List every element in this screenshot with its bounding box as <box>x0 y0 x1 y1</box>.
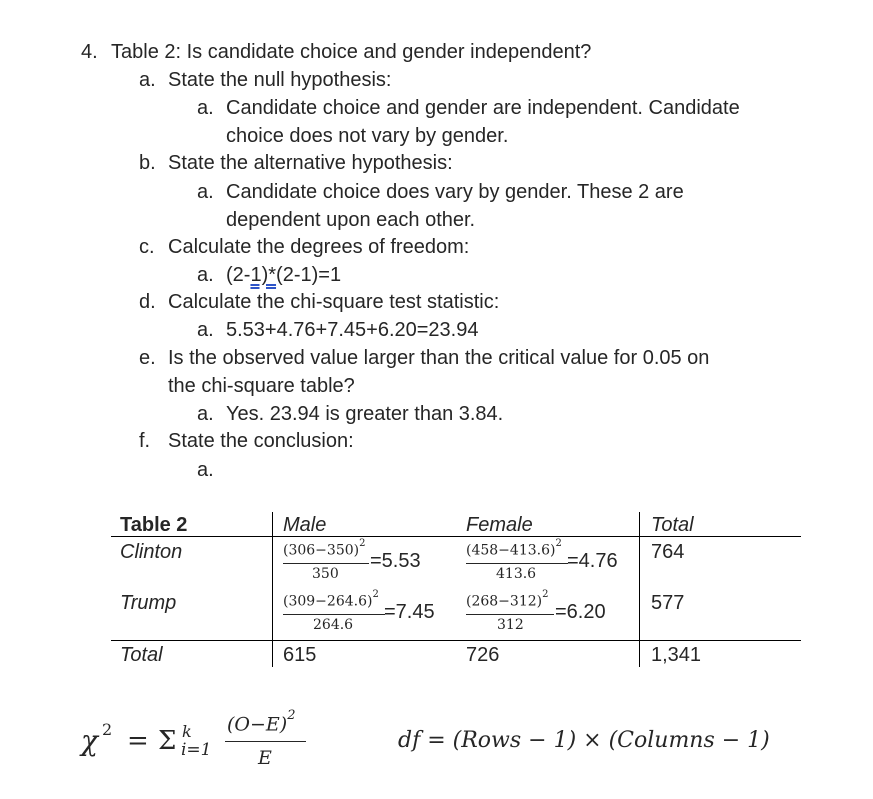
df-formula: df = (Rows − 1) × (Columns − 1) <box>398 728 770 753</box>
item-b-answer-letter: a. <box>197 181 214 203</box>
chi-exponent: 2 <box>102 720 113 739</box>
item-a-letter: a. <box>139 69 156 91</box>
item-e-prompt-line1: Is the observed value larger than the critical value for 0.05 on <box>168 347 710 369</box>
item-f-prompt: State the conclusion: <box>168 430 354 452</box>
clinton-male-result: =5.53 <box>370 550 421 572</box>
item-a-answer-line2: choice does not vary by gender. <box>226 125 509 147</box>
item-d-answer: 5.53+4.76+7.45+6.20=23.94 <box>226 319 479 341</box>
table-total-rule <box>111 640 801 641</box>
item-a-prompt: State the null hypothesis: <box>168 69 392 91</box>
fraction-bar <box>466 563 568 564</box>
column-header-male: Male <box>283 514 327 536</box>
fraction-denominator: 350 <box>312 566 339 582</box>
item-c-answer <box>226 263 341 287</box>
trump-male-result: =7.45 <box>384 601 435 623</box>
total-female: 726 <box>466 644 500 666</box>
fraction-bar <box>283 563 369 564</box>
fraction-exponent: 2 <box>555 538 562 549</box>
item-c-answer-part1: (2- <box>226 264 251 286</box>
table-col-divider-2 <box>639 512 640 667</box>
sigma-upper-limit: k <box>182 722 192 741</box>
total-grand: 1,341 <box>651 644 702 666</box>
item-b-letter: b. <box>139 152 156 174</box>
formula-numerator <box>227 708 296 736</box>
fraction-denominator: 264.6 <box>313 617 354 633</box>
column-header-total: Total <box>651 514 694 536</box>
fraction-numerator <box>283 538 366 559</box>
fraction-numerator <box>283 589 379 610</box>
formula-numerator-text: (O−E) <box>227 713 288 736</box>
item-e-answer: Yes. 23.94 is greater than 3.84. <box>226 403 504 425</box>
sigma-symbol: Σ <box>158 726 177 756</box>
chi-symbol: χ <box>81 724 98 757</box>
fraction-numerator <box>466 589 549 610</box>
fraction-exponent: 2 <box>542 589 549 600</box>
fraction-numerator-text: (458−413.6) <box>466 542 556 559</box>
fraction-numerator <box>466 538 562 559</box>
item-e-prompt-line2: the chi-square table? <box>168 375 355 397</box>
item-e-letter: e. <box>139 347 156 369</box>
row-label-trump: Trump <box>120 592 177 614</box>
fraction-bar <box>466 614 554 615</box>
fraction-numerator-text: (309−264.6) <box>283 593 373 610</box>
clinton-female-fraction <box>466 538 570 585</box>
item-a-answer-line1: Candidate choice and gender are independent. Candidate <box>226 97 740 119</box>
clinton-total: 764 <box>651 541 685 563</box>
item-f-letter: f. <box>139 430 151 452</box>
table-header-rule <box>111 536 801 537</box>
spellcheck-marked-text: 1)* <box>250 264 277 286</box>
fraction-denominator: 413.6 <box>496 566 537 582</box>
clinton-male-fraction <box>283 538 373 585</box>
item-c-answer-letter: a. <box>197 264 214 286</box>
item-b-prompt: State the alternative hypothesis: <box>168 152 453 174</box>
formula-fraction-bar <box>225 741 306 742</box>
question-title: Table 2: Is candidate choice and gender independent? <box>111 41 592 63</box>
trump-female-result: =6.20 <box>555 601 606 623</box>
fraction-exponent: 2 <box>359 538 366 549</box>
item-d-prompt: Calculate the chi-square test statistic: <box>168 291 500 313</box>
formula-equals: = <box>127 726 149 756</box>
item-b-answer-line1: Candidate choice does vary by gender. These 2 are <box>226 181 684 203</box>
trump-male-fraction <box>283 589 387 636</box>
clinton-female-result: =4.76 <box>567 550 618 572</box>
fraction-numerator-text: (306−350) <box>283 542 360 559</box>
item-d-letter: d. <box>139 291 156 313</box>
row-label-clinton: Clinton <box>120 541 183 563</box>
fraction-numerator-text: (268−312) <box>466 593 543 610</box>
formula-numerator-exponent: 2 <box>287 708 296 723</box>
formula-denominator: E <box>258 747 272 769</box>
table-title: Table 2 <box>120 514 188 536</box>
table-col-divider-1 <box>272 512 273 667</box>
item-a-answer-letter: a. <box>197 97 214 119</box>
row-label-total: Total <box>120 644 163 666</box>
fraction-exponent: 2 <box>372 589 379 600</box>
question-number: 4. <box>81 41 98 63</box>
item-c-prompt: Calculate the degrees of freedom: <box>168 236 470 258</box>
trump-total: 577 <box>651 592 685 614</box>
sigma-lower-limit: i=1 <box>181 740 212 760</box>
item-f-answer-letter: a. <box>197 459 214 481</box>
item-c-letter: c. <box>139 236 155 258</box>
fraction-bar <box>283 614 385 615</box>
item-e-answer-letter: a. <box>197 403 214 425</box>
fraction-denominator: 312 <box>497 617 524 633</box>
trump-female-fraction <box>466 589 558 636</box>
column-header-female: Female <box>466 514 533 536</box>
item-c-answer-part2: (2-1)=1 <box>276 264 342 286</box>
item-b-answer-line2: dependent upon each other. <box>226 209 476 231</box>
item-d-answer-letter: a. <box>197 319 214 341</box>
total-male: 615 <box>283 644 317 666</box>
